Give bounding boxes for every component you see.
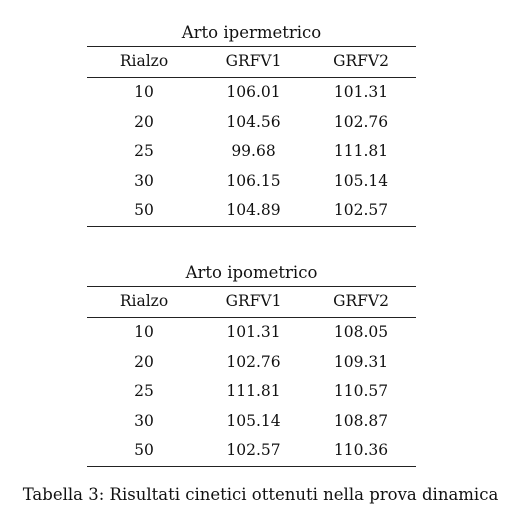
table-row [87,78,416,108]
cell-rialzo: 20 [134,112,154,131]
cell-grfv2: 101.31 [333,83,389,102]
table-row [87,436,416,466]
cell-grfv2: 102.76 [333,112,389,131]
cell-grfv1: 102.57 [226,441,281,460]
cell-grfv2: 111.81 [333,142,389,161]
cell-rialzo: 25 [134,142,154,161]
data-table [87,286,416,467]
cell-grfv2: 108.87 [333,411,389,430]
cell-rialzo: 10 [134,83,154,102]
cell-rialzo: 30 [134,171,154,190]
table-caption: Tabella 3: Risultati cinetici ottenuti nella prova dinamica [22,485,499,504]
table-row [87,167,416,197]
table-title: Arto ipermetrico [181,23,322,42]
column-header-grfv1: GRFV1 [201,47,306,78]
cell-rialzo: 30 [134,411,154,430]
cell-grfv1: 104.89 [226,201,281,220]
cell-grfv1: 101.31 [226,323,281,342]
table-row [87,407,416,437]
column-header-rialzo: Rialzo [87,47,201,78]
column-header-grfv1: GRFV1 [201,287,306,318]
cell-rialzo: 10 [134,323,154,342]
cell-grfv1: 99.68 [231,142,276,161]
cell-grfv1: 102.76 [226,352,281,371]
cell-grfv2: 110.57 [333,382,389,401]
cell-grfv1: 104.56 [226,112,281,131]
cell-grfv2: 110.36 [333,441,389,460]
table-title: Arto ipometrico [185,263,318,282]
table-row [87,196,416,226]
cell-grfv1: 105.14 [226,411,281,430]
table-row [87,348,416,378]
column-header-rialzo: Rialzo [87,287,201,318]
cell-grfv2: 102.57 [333,201,389,220]
table-arto-ipometrico [87,262,416,467]
column-header-grfv2: GRFV2 [306,47,416,78]
data-table [87,46,416,227]
cell-grfv1: 106.15 [226,171,281,190]
cell-grfv1: 106.01 [226,83,281,102]
cell-rialzo: 25 [134,382,154,401]
cell-rialzo: 20 [134,352,154,371]
cell-grfv2: 108.05 [333,323,389,342]
cell-rialzo: 50 [134,201,154,220]
table-row [87,108,416,138]
table-row [87,377,416,407]
table-row [87,137,416,167]
column-header-grfv2: GRFV2 [306,287,416,318]
table-row [87,318,416,348]
header-row [87,47,416,78]
cell-grfv1: 111.81 [226,382,281,401]
header-row [87,287,416,318]
table-arto-ipermetrico [87,22,416,227]
cell-grfv2: 105.14 [333,171,389,190]
cell-grfv2: 109.31 [333,352,389,371]
cell-rialzo: 50 [134,441,154,460]
